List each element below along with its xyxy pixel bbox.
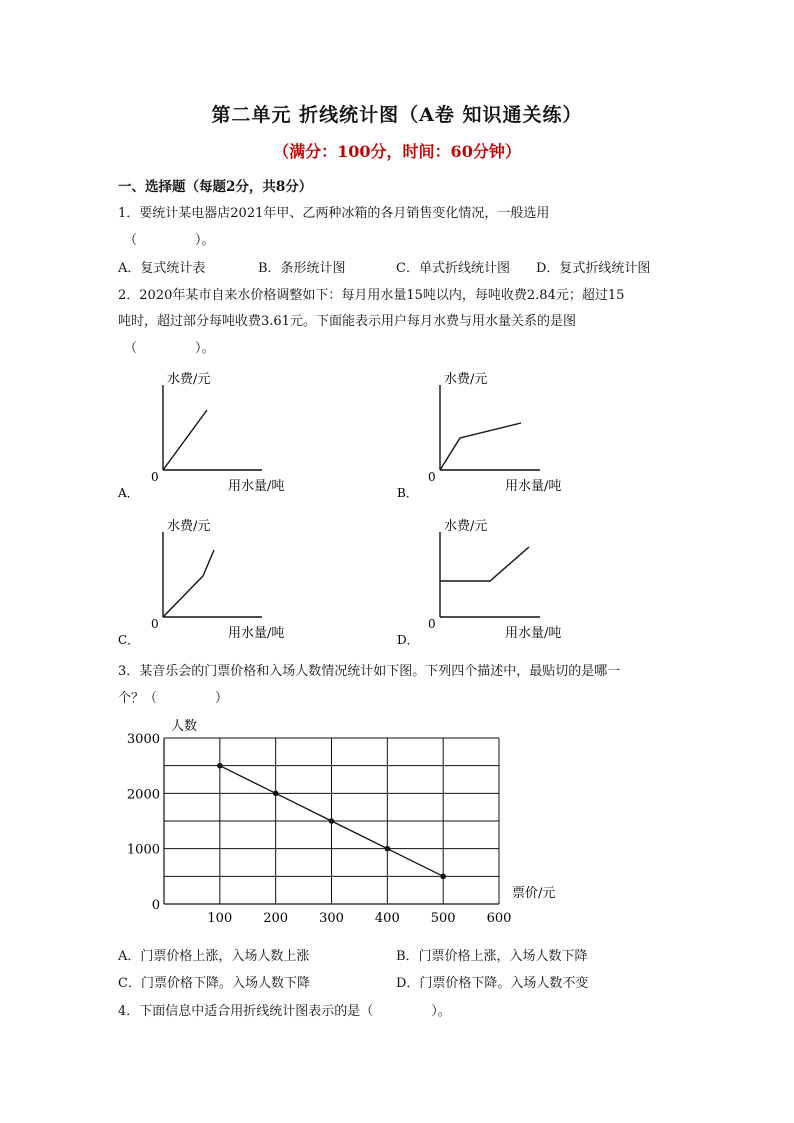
x-tick-label: 600 [486,911,512,926]
answer-open-paren: （ [124,341,138,356]
graph-d-letter: D． [397,633,419,647]
data-point [217,763,223,769]
graph-b-letter: B． [397,486,418,500]
question-3-suffix: ） [215,691,229,706]
x-tick-label: 500 [430,911,456,926]
q3-option-b[interactable]: B．门票价格上涨，入场人数下降 [396,949,588,964]
graph-a-letter: A． [118,486,139,500]
x-tick-label: 100 [207,911,233,926]
graph-c-line [163,550,214,617]
graph-a-ylabel: 水费/元 [167,372,211,387]
graph-b-xlabel: 用水量/吨 [505,479,562,494]
graph-a[interactable] [117,371,284,500]
graph-d-ylabel: 水费/元 [444,519,488,534]
x-tick-label: 300 [319,911,344,926]
y-tick-label: 2000 [126,787,160,803]
x-tick-label: 400 [374,911,400,926]
graph-b-line [440,423,521,470]
graph-d-line [440,547,529,581]
graph-c-letter: C． [118,633,140,647]
chart-xlabel: 票价/元 [512,886,556,901]
question-4-suffix: ）。 [431,1004,451,1019]
graph-b-ylabel: 水费/元 [444,372,488,387]
graph-b-origin: 0 [428,470,436,484]
q3-option-a[interactable]: A．门票价格上涨，入场人数上涨 [118,949,310,964]
x-tick-label: 200 [263,911,289,926]
graph-a-origin: 0 [151,470,159,484]
graph-d[interactable] [397,518,561,647]
data-point [385,846,391,852]
question-1-text: 1．要统计某电器店2021年甲、乙两种冰箱的各月销售变化情况，一般选用 [118,206,550,221]
graph-c-ylabel: 水费/元 [167,519,211,534]
answer-close-paren: ）。 [195,341,215,356]
q1-option-c[interactable]: C．单式折线统计图 [396,261,510,276]
graph-a-line [163,410,207,470]
section-heading: 一、选择题（每题2分，共8分） [118,179,313,195]
chart-ylabel: 人数 [171,719,198,734]
data-point [273,791,279,797]
q3-line-chart [120,712,556,927]
question-3-text-line2[interactable] [118,687,228,706]
q1-option-b[interactable]: B．条形统计图 [258,261,346,276]
question-4-text[interactable] [118,1000,451,1019]
graph-c-origin: 0 [151,617,159,631]
y-tick-label: 3000 [126,732,160,747]
graph-c[interactable] [118,518,284,647]
question-2-text-line1: 2．2020年某市自来水价格调整如下：每月用水量15吨以内，每吨收费2.84元；超过15 [118,288,625,303]
question-3-text-line1: 3．某音乐会的门票价格和入场人数情况统计如下图。下列四个描述中，最贴切的是哪一 [118,664,621,679]
answer-close-paren: ）。 [195,233,215,248]
data-point [329,818,335,824]
graph-d-xlabel: 用水量/吨 [505,626,562,641]
graph-a-xlabel: 用水量/吨 [228,479,285,494]
q3-option-c[interactable]: C．门票价格下降。入场人数下降 [118,976,310,991]
question-3-prefix: 个？（ [118,691,158,706]
question-4-prefix: 4．下面信息中适合用折线统计图表示的是（ [118,1004,374,1019]
graph-d-origin: 0 [428,617,436,631]
q3-option-d[interactable]: D．门票价格下降。入场人数不变 [396,976,589,991]
chart-ticks [127,732,512,926]
q1-option-a[interactable]: A．复式统计表 [118,261,206,276]
y-tick-label: 1000 [126,842,160,858]
answer-open-paren: （ [124,233,138,248]
graph-c-xlabel: 用水量/吨 [228,626,285,641]
question-2-text-line2: 吨时，超过部分每吨收费3.61元。下面能表示用户每月水费与用水量关系的是图 [118,314,576,329]
data-point [440,874,446,880]
page-title: 第二单元 折线统计图（A卷 知识通关练） [211,104,583,126]
score-time-subtitle: （满分：100分，时间：60分钟） [273,142,521,161]
y-tick-label: 0 [151,898,160,913]
graph-b[interactable] [397,371,561,500]
q1-option-d[interactable]: D．复式折线统计图 [536,261,651,276]
